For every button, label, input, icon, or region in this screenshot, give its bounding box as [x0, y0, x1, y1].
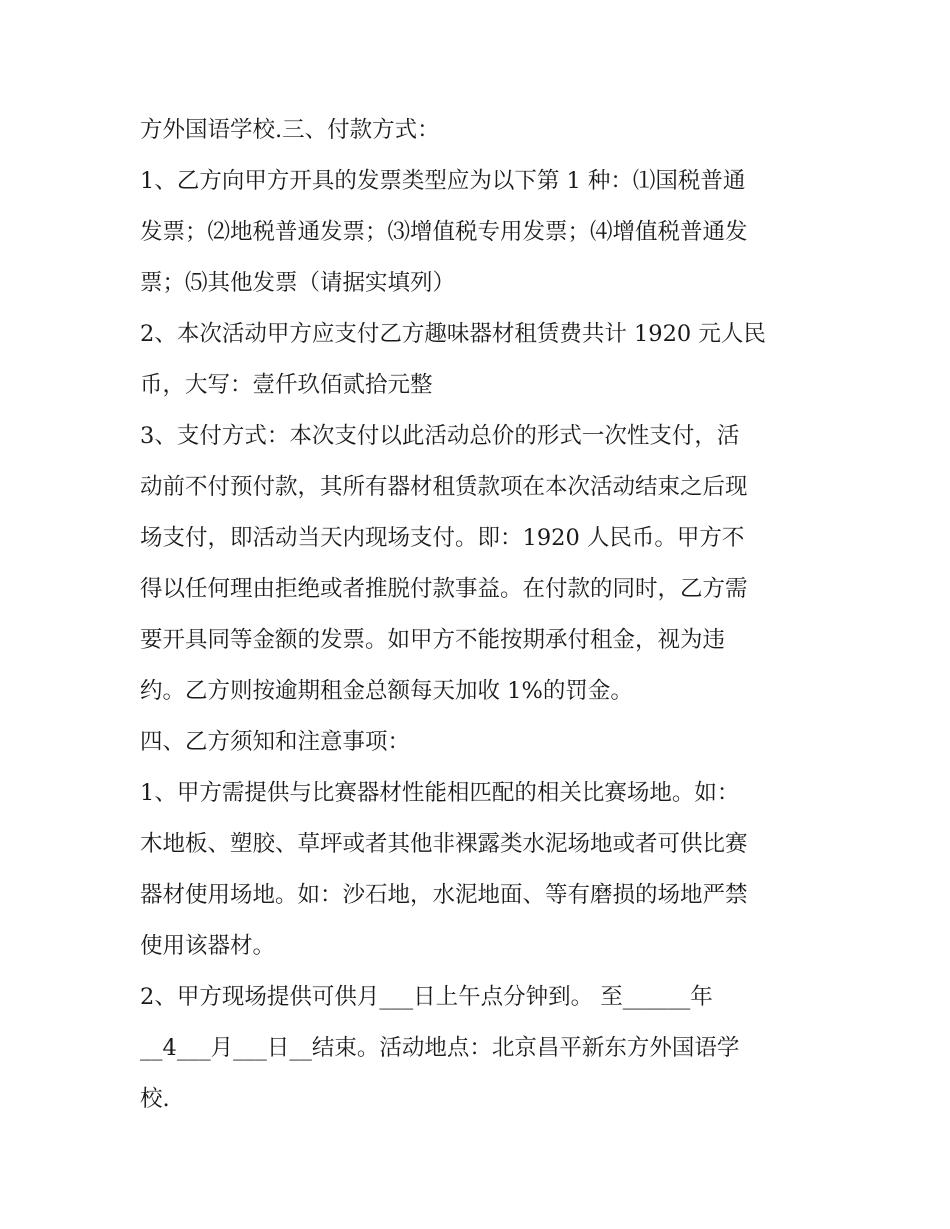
text-line: 票；⑸其他发票（请据实填列） [140, 270, 456, 296]
text-line: 木地板、塑胶、草坪或者其他非裸露类水泥场地或者可供比赛 [140, 831, 748, 857]
text-line: 2、本次活动甲方应支付乙方趣味器材租赁费共计 1920 元人民 [140, 321, 766, 347]
text-line: 要开具同等金额的发票。如甲方不能按期承付租金，视为违 [140, 627, 726, 653]
document-body [140, 105, 820, 1125]
text-line: 币，大写：壹仟玖佰贰拾元整 [140, 372, 433, 398]
section-heading: 四、乙方须知和注意事项： [140, 729, 411, 755]
text-line: 1、乙方向甲方开具的发票类型应为以下第 1 种：⑴国税普通 [140, 168, 746, 194]
text-line: 使用该器材。 [140, 933, 276, 959]
text-line: 器材使用场地。如：沙石地，水泥地面、等有磨损的场地严禁 [140, 882, 748, 908]
text-line: 方外国语学校.三、付款方式： [140, 117, 440, 143]
text-line: 1、甲方需提供与比赛器材性能相匹配的相关比赛场地。如： [140, 780, 740, 806]
text-line: 3、支付方式：本次支付以此活动总价的形式一次性支付，活 [140, 423, 740, 449]
text-line: 动前不付预付款，其所有器材租赁款项在本次活动结束之后现 [140, 474, 748, 500]
text-line: 约。乙方则按逾期租金总额每天加收 1%的罚金。 [140, 678, 633, 704]
text-line: 2、甲方现场提供可供月___日上午点分钟到。 至______年 [140, 984, 713, 1010]
text-line: 场支付，即活动当天内现场支付。即：1920 人民币。甲方不 [140, 525, 745, 551]
text-line: __4___月___日__结束。活动地点：北京昌平新东方外国语学 [140, 1035, 740, 1061]
text-line: 得以任何理由拒绝或者推脱付款事益。在付款的同时，乙方需 [140, 576, 748, 602]
text-line: 校. [140, 1086, 170, 1112]
text-line: 发票；⑵地税普通发票；⑶增值税专用发票；⑷增值税普通发 [140, 219, 748, 245]
